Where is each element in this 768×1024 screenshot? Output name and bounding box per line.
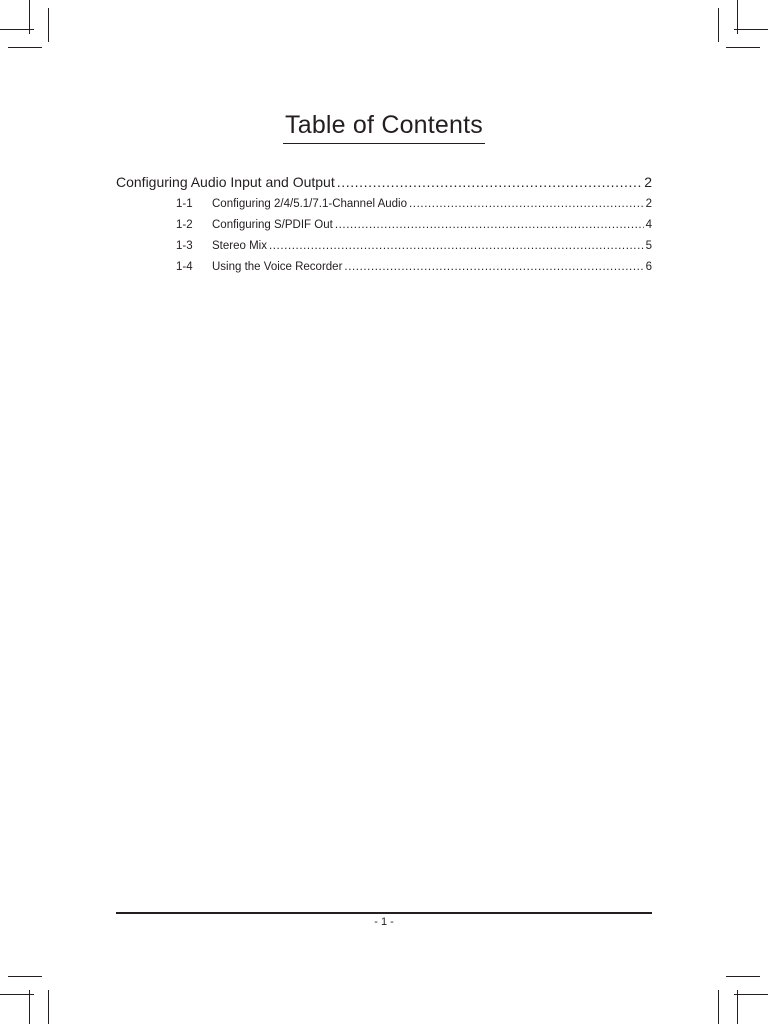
toc-section-number: 1-4 bbox=[176, 261, 193, 273]
toc-dot-leader bbox=[335, 215, 644, 235]
toc-section-number: 1-3 bbox=[176, 240, 193, 252]
footer-page-number: - 1 - bbox=[374, 916, 394, 928]
crop-mark bbox=[29, 990, 30, 1024]
toc-section-entry[interactable] bbox=[176, 257, 652, 277]
crop-mark bbox=[48, 990, 49, 1024]
toc-chapter-label: Configuring Audio Input and Output bbox=[116, 174, 335, 190]
toc-section-entry[interactable] bbox=[176, 194, 652, 214]
crop-mark bbox=[726, 976, 760, 977]
toc-dot-leader bbox=[337, 171, 642, 193]
page-title-text: Table of Contents bbox=[283, 108, 485, 144]
toc-chapter-page: 2 bbox=[644, 174, 652, 190]
crop-mark bbox=[8, 976, 42, 977]
toc-section-page: 4 bbox=[645, 219, 652, 231]
toc-dot-leader bbox=[409, 194, 644, 214]
toc-chapter-entry[interactable] bbox=[116, 171, 652, 193]
crop-mark bbox=[734, 29, 768, 30]
toc-section-page: 6 bbox=[645, 261, 652, 273]
crop-mark bbox=[726, 47, 760, 48]
crop-mark bbox=[8, 47, 42, 48]
toc-section-entry[interactable] bbox=[176, 236, 652, 256]
page-title bbox=[0, 108, 768, 144]
toc-section-page: 5 bbox=[645, 240, 652, 252]
toc-section-page: 2 bbox=[645, 198, 652, 210]
toc-section-number: 1-2 bbox=[176, 219, 193, 231]
crop-mark bbox=[718, 8, 719, 42]
toc-section-entry[interactable] bbox=[176, 215, 652, 235]
crop-mark bbox=[0, 29, 34, 30]
crop-mark bbox=[48, 8, 49, 42]
crop-mark bbox=[737, 990, 738, 1024]
toc-dot-leader bbox=[269, 236, 644, 256]
crop-mark bbox=[718, 990, 719, 1024]
toc-section-label: Configuring 2/4/5.1/7.1-Channel Audio bbox=[212, 198, 408, 210]
toc-section-label: Configuring S/PDIF Out bbox=[212, 219, 333, 231]
toc-dot-leader bbox=[344, 257, 643, 277]
toc-section-label: Using the Voice Recorder bbox=[212, 261, 343, 273]
toc-section-number: 1-1 bbox=[176, 198, 193, 210]
toc-section-label: Stereo Mix bbox=[212, 240, 267, 252]
crop-mark bbox=[734, 994, 768, 995]
